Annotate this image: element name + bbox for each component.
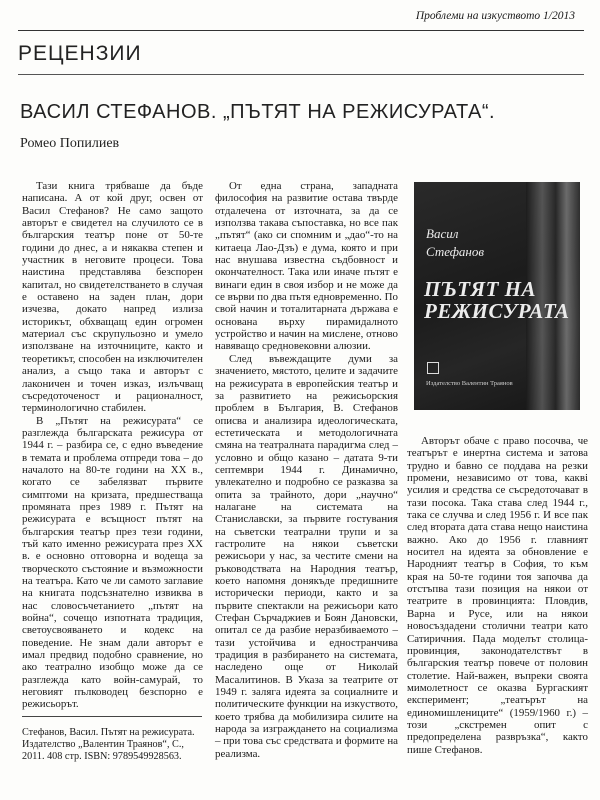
footnote-rule	[22, 716, 202, 717]
footnote: Стефанов, Васил. Пътят на режисурата. Издателство „Валентин Траянов“, С., 2011. 408 стр. ISBN: 9789549928563.	[22, 727, 195, 762]
running-head: Проблеми на изкуството 1/2013	[415, 10, 575, 22]
book-title	[424, 278, 570, 322]
section-title: РЕЦЕНЗИИ	[18, 42, 142, 65]
section-rule	[18, 74, 584, 75]
publisher-logo-icon	[427, 362, 439, 374]
paragraph: Тази книга трябваше да бъде написана. А от кой друг, освен от Васил Стефанов? Не само защото авторът е свидетел на случилото се в българския театър поне от 50-те години до днес, а и някаква степен и участник в неговите процеси. Това наистина представлява безспорен капитал, но свидетелстването в случая е оставено на заден план, дори изчезва, докато напред излиза историкът, обхващащ един огромен материал със скрупульозно и умело използване на източниците, както и теоретикът, способен на изключителен анализ, а също така и авторът с лаконичен и точен изказ, излъчващ съсредоточеност и рационалност, терминологично стабилен.	[22, 180, 203, 415]
book-author-first: Васил	[426, 226, 459, 241]
book-publisher: Издателство Валентин Траянов	[426, 380, 513, 387]
paragraph: Авторът обаче с право посочва, че театърът е инертна система и затова трудно и бавно се поддава на резки промени, независимо от това, каквi усилия и средства се съсредоточават в тази посока. Така става след 1944 г., така се случва и след 1956 г. И все пак след втората дата става нещо наистина важно. Ако до 1956 г. главният носител на идеята за обновление е Народният театър в София, то към края на 50-те години тоя започва да отстъпва тази позиция на някои от театрите в провинцията: Пловдив, Варна и Русе, или на някои новосъздадени столични театри като Сатиричния. Пада моделът столица-провинция, законодателствът в българския театър повече от половин столетие. Най-важен, въпреки своята мимолетност се оказва Бургаският експеримент; „театърът на единомишлениците“ (1959/1960 г.) – този „скстремен опит с предопределена развръзка“, както пише Стефанов.	[407, 435, 588, 756]
article-title: ВАСИЛ СТЕФАНОВ. „ПЪТЯТ НА РЕЖИСУРАТА“.	[20, 101, 496, 123]
article-author: Ромео Попилиев	[20, 136, 120, 151]
book-title-line: ПЪТЯТ НА	[424, 277, 537, 301]
book-cover-image	[414, 182, 580, 410]
text-column-2	[215, 180, 398, 760]
text-column-1	[22, 180, 203, 711]
book-title-line: РЕЖИСУРАТА	[424, 299, 570, 323]
book-author-last: Стефанов	[426, 244, 485, 259]
header-rule	[18, 30, 584, 31]
text-column-3	[407, 435, 588, 756]
paragraph: От една страна, западната философия на развитие остава твърде отдалечена от източната, за да се използва такава съпоставка, но все пак „пътят“ (ако си спомним и „дао“-то на китаеца Лао-Дзъ) е дума, която и при нас внушава известна съдбовност и окончателност. Така или иначе пътят е винаги един в своя избор и не може да се върви по два пътя едновременно. По свой начин и тоталитарната държава е основана върху пирамидалното устройство и начин на мислене, отново навяващо средновековни алюзии.	[215, 180, 398, 353]
paragraph: След въвеждащите думи за значението, мястото, целите и задачите на режисурата в европейския театър и за развитието на режисьорския проблем в България, В. Стефанов описва и анализира идеологическата, естетическата и методологичната смяна на театралната парадигма след – условно и общо казано – датата 9-ти септември 1944 г. Динамично, увлекателно и подробно се разказва за опита за трайното, дори „научно“ налагане на системата на Станиславски, за първите гостувания на съветски театрални трупи и за гастролите на някои съветски режисьори у нас, за честите смени на ръководствата на Народния театър, което напомня донякъде предишните исторически периоди, както и за първите спектакли на режисьори като Стефан Сърчаджиев и Боян Дановски, опитал се да разбие неразбиваемото – тази устойчива и едностранчива традиция в разбирането на системата, наследено още от Николай Масалитинов. В Указа за театрите от 1949 г. залягa идеята за социалните и политическите функции на изкуството, което трябва да мобилизира силите на народа за изграждането на социализма – при това със средствата и формите на реализма.	[215, 352, 398, 760]
paragraph: В „Пътят на режисурата“ се разглежда българската режисура от 1944 г. – разбира се, с едно въведение в темата и проблема отпреди това – до началото на 80-те години на ХХ в., когато се забелязват първите симптоми на кризата, предшестваща промяната през 1989 г. Пътят на режисурата е всъщност пътят на българския театър през тези години, тъй като именно режисурата през ХХ в. е основно отговорна и водеща за творческото състояние и възможности на театъра. Като че ли самото заглавие на книгата подсъзнателно извиква в нас словосъчетанието „пътят на война“, сочещо изпотната традиция, светоусвояването и кодекс на поведение. Не знам дали авторът е имал предвид подобно сравнение, но ако театрално изобщо може да се разглежда като войн-самурай, то неговият пълководец безспорно е режисьорът.	[22, 414, 203, 711]
